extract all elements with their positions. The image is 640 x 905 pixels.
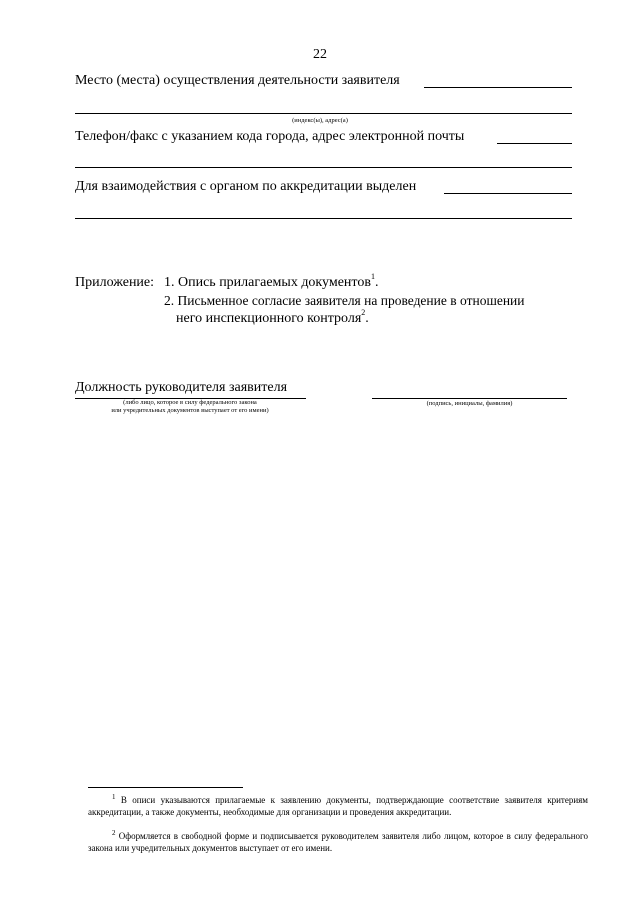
attachment-item-2-line1: 2. Письменное согласие заявителя на проведение в отношении [164,293,525,308]
footnote-ref-1: 1 [370,272,375,282]
footnote-1 [88,795,588,818]
position-label: Должность руководителя заявителя [75,380,288,395]
location-address-line[interactable] [75,113,572,114]
position-caption-1: (либо лицо, которое в силу федерального закона [123,399,257,406]
signature-line[interactable] [372,398,567,399]
footnote-separator [88,787,243,788]
footnote-2-text: Оформляется в свободной форме и подписывается руководителем заявителя либо лицом, которое в силу федерального закона или учредительных документов выступает от его имени. [88,831,589,853]
location-label: Место (места) осуществления деятельности заявителя [75,73,400,88]
attachment-item-1-end: . [374,275,379,290]
footnote-1-mark: 1 [112,793,116,801]
attachment-item-1-text: 1. Опись прилагаемых документов [164,275,371,290]
phone-input-line[interactable] [497,143,572,144]
attachment-item-2-line2 [176,308,369,327]
contact-input-line[interactable] [444,193,572,194]
phone-extra-line[interactable] [75,167,572,168]
attachment-item-2-end: . [365,311,369,326]
phone-label: Телефон/факс с указанием кода города, адрес электронной почты [75,129,465,144]
position-caption-2: или учредительных документов выступает от его имени) [111,407,269,414]
footnote-2-mark: 2 [112,829,116,837]
footnote-1-text: В описи указываются прилагаемые к заявлению документы, подтверждающие соответствие заявителя критериям аккредитации, а также документы, необходимые для организации и проведения аккредитации. [88,795,589,817]
attachments-label: Приложение: [75,275,155,290]
location-caption: (индекс(ы), адрес(а) [292,117,348,124]
page-number: 22 [313,47,327,62]
location-input-line[interactable] [424,87,572,88]
footnote-ref-2: 2 [361,308,366,318]
contact-label: Для взаимодействия с органом по аккредитации выделен [75,179,417,194]
contact-extra-line[interactable] [75,218,572,219]
signature-caption: (подпись, инициалы, фамилия) [426,400,513,407]
footnote-2 [88,831,588,854]
attachment-item-2-text: него инспекционного контроля [176,311,362,326]
attachment-item-1 [164,272,379,291]
